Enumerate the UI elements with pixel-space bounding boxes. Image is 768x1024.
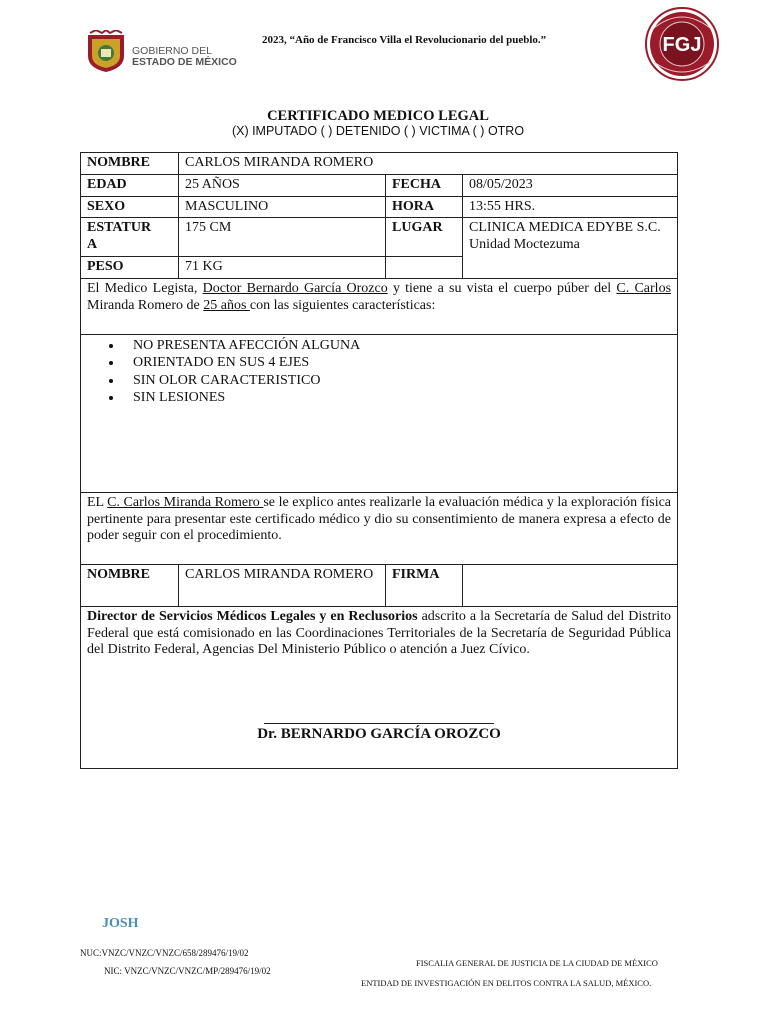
hora-label: HORA <box>386 196 463 218</box>
finding-item: • NO PRESENTA AFECCIÓN ALGUNA <box>123 337 671 355</box>
intro-text-2: y tiene a su vista el cuerpo púber del <box>387 280 617 296</box>
intro-text-3: Miranda Romero de <box>87 297 204 313</box>
nuc-code: NUC:VNZC/VNZC/VNZC/658/289476/19/02 <box>80 948 249 958</box>
estatura-value: 175 CM <box>179 218 386 257</box>
director-cell <box>81 606 678 768</box>
signature-nombre-value: CARLOS MIRANDA ROMERO <box>179 564 386 606</box>
firma-label: FIRMA <box>386 564 463 606</box>
lugar-label: LUGAR <box>386 218 463 257</box>
peso-label: PESO <box>81 256 179 278</box>
estatura-label-b: A <box>87 237 98 253</box>
finding-item: • SIN OLOR CARACTERISTICO <box>123 372 671 390</box>
seal-label: FGJ <box>662 34 702 56</box>
peso-value: 71 KG <box>179 256 386 278</box>
firma-value <box>463 564 678 606</box>
medical-certificate-table <box>80 152 678 769</box>
fecha-value: 08/05/2023 <box>463 174 678 196</box>
consent-text-2: se le explico antes realizarle la evaluación médica y la exploración física pertinente para presentar este certificado médico y dio su consentimiento de manera expresa a efecto de poder seguir con el procedimiento. <box>87 494 672 544</box>
director-paragraph <box>87 609 671 659</box>
medico-intro-paragraph <box>81 278 678 334</box>
finding-item: • SIN LESIONES <box>123 389 671 407</box>
signer-name: Dr. BERNARDO GARCÍA OROZCO <box>257 726 501 743</box>
intro-text-4: con las siguientes características: <box>249 297 436 313</box>
org-line-1: FISCALIA GENERAL DE JUSTICIA DE LA CIUDAD DE MÉXICO <box>416 958 658 968</box>
gobierno-estado-mexico-logo <box>84 30 259 74</box>
nic-code: NIC: VNZC/VNZC/VNZC/MP/289476/19/02 <box>104 966 271 976</box>
document-subtitle: (X) IMPUTADO ( ) DETENIDO ( ) VICTIMA ( ) OTRO <box>231 124 525 138</box>
consent-patient-name: C. Carlos Miranda Romero <box>107 494 264 510</box>
estatura-label <box>81 218 179 257</box>
finding-item: • ORIENTADO EN SUS 4 EJES <box>123 354 671 372</box>
findings-list <box>87 337 671 407</box>
initials: JOSH <box>102 916 139 931</box>
consent-text-1: EL <box>87 494 108 510</box>
document-title: CERTIFICADO MEDICO LEGAL <box>267 108 489 124</box>
year-motto: 2023, “Año de Francisco Villa el Revolucionario del pueblo.” <box>262 34 547 46</box>
nombre-label: NOMBRE <box>81 153 179 175</box>
gov-line-2: ESTADO DE MÉXICO <box>132 56 237 68</box>
signature-line <box>264 723 494 724</box>
fgj-seal <box>634 6 730 82</box>
nombre-value: CARLOS MIRANDA ROMERO <box>179 153 678 175</box>
edad-label: EDAD <box>81 174 179 196</box>
director-text: adscrito a la Secretaría de Salud del Distrito Federal que está comisionado en las Coordinaciones Territoriales de la Secretaría de Seguridad Pública del Distrito Federal, Agencias Del Ministerio Público o atención a Juez Cívico. <box>87 608 672 658</box>
findings-cell <box>81 334 678 492</box>
fecha-label: FECHA <box>386 174 463 196</box>
intro-text-1: El Medico Legista, <box>87 280 203 296</box>
signature-nombre-label: NOMBRE <box>81 564 179 606</box>
signature-space <box>87 659 671 723</box>
patient-name-part: C. Carlos <box>616 280 672 296</box>
lugar-value: CLINICA MEDICA EDYBE S.C. Unidad Moctezuma <box>463 218 678 278</box>
estatura-label-a: ESTATUR <box>87 220 152 236</box>
director-title: Director de Servicios Médicos Legales y en Reclusorios <box>87 608 418 624</box>
edad-value: 25 AÑOS <box>179 174 386 196</box>
hora-value: 13:55 HRS. <box>463 196 678 218</box>
fgj-seal-icon <box>634 6 730 82</box>
consent-paragraph <box>81 492 678 564</box>
gov-line-1: GOBIERNO DEL <box>132 45 212 57</box>
org-line-2: ENTIDAD DE INVESTIGACIÓN EN DELITOS CONTRA LA SALUD, MÉXICO. <box>361 978 652 988</box>
peso-empty-cell <box>386 256 463 278</box>
patient-age: 25 años <box>203 297 250 313</box>
sexo-label: SEXO <box>81 196 179 218</box>
doctor-name: Doctor Bernardo García Orozco <box>202 280 388 296</box>
sexo-value: MASCULINO <box>179 196 386 218</box>
